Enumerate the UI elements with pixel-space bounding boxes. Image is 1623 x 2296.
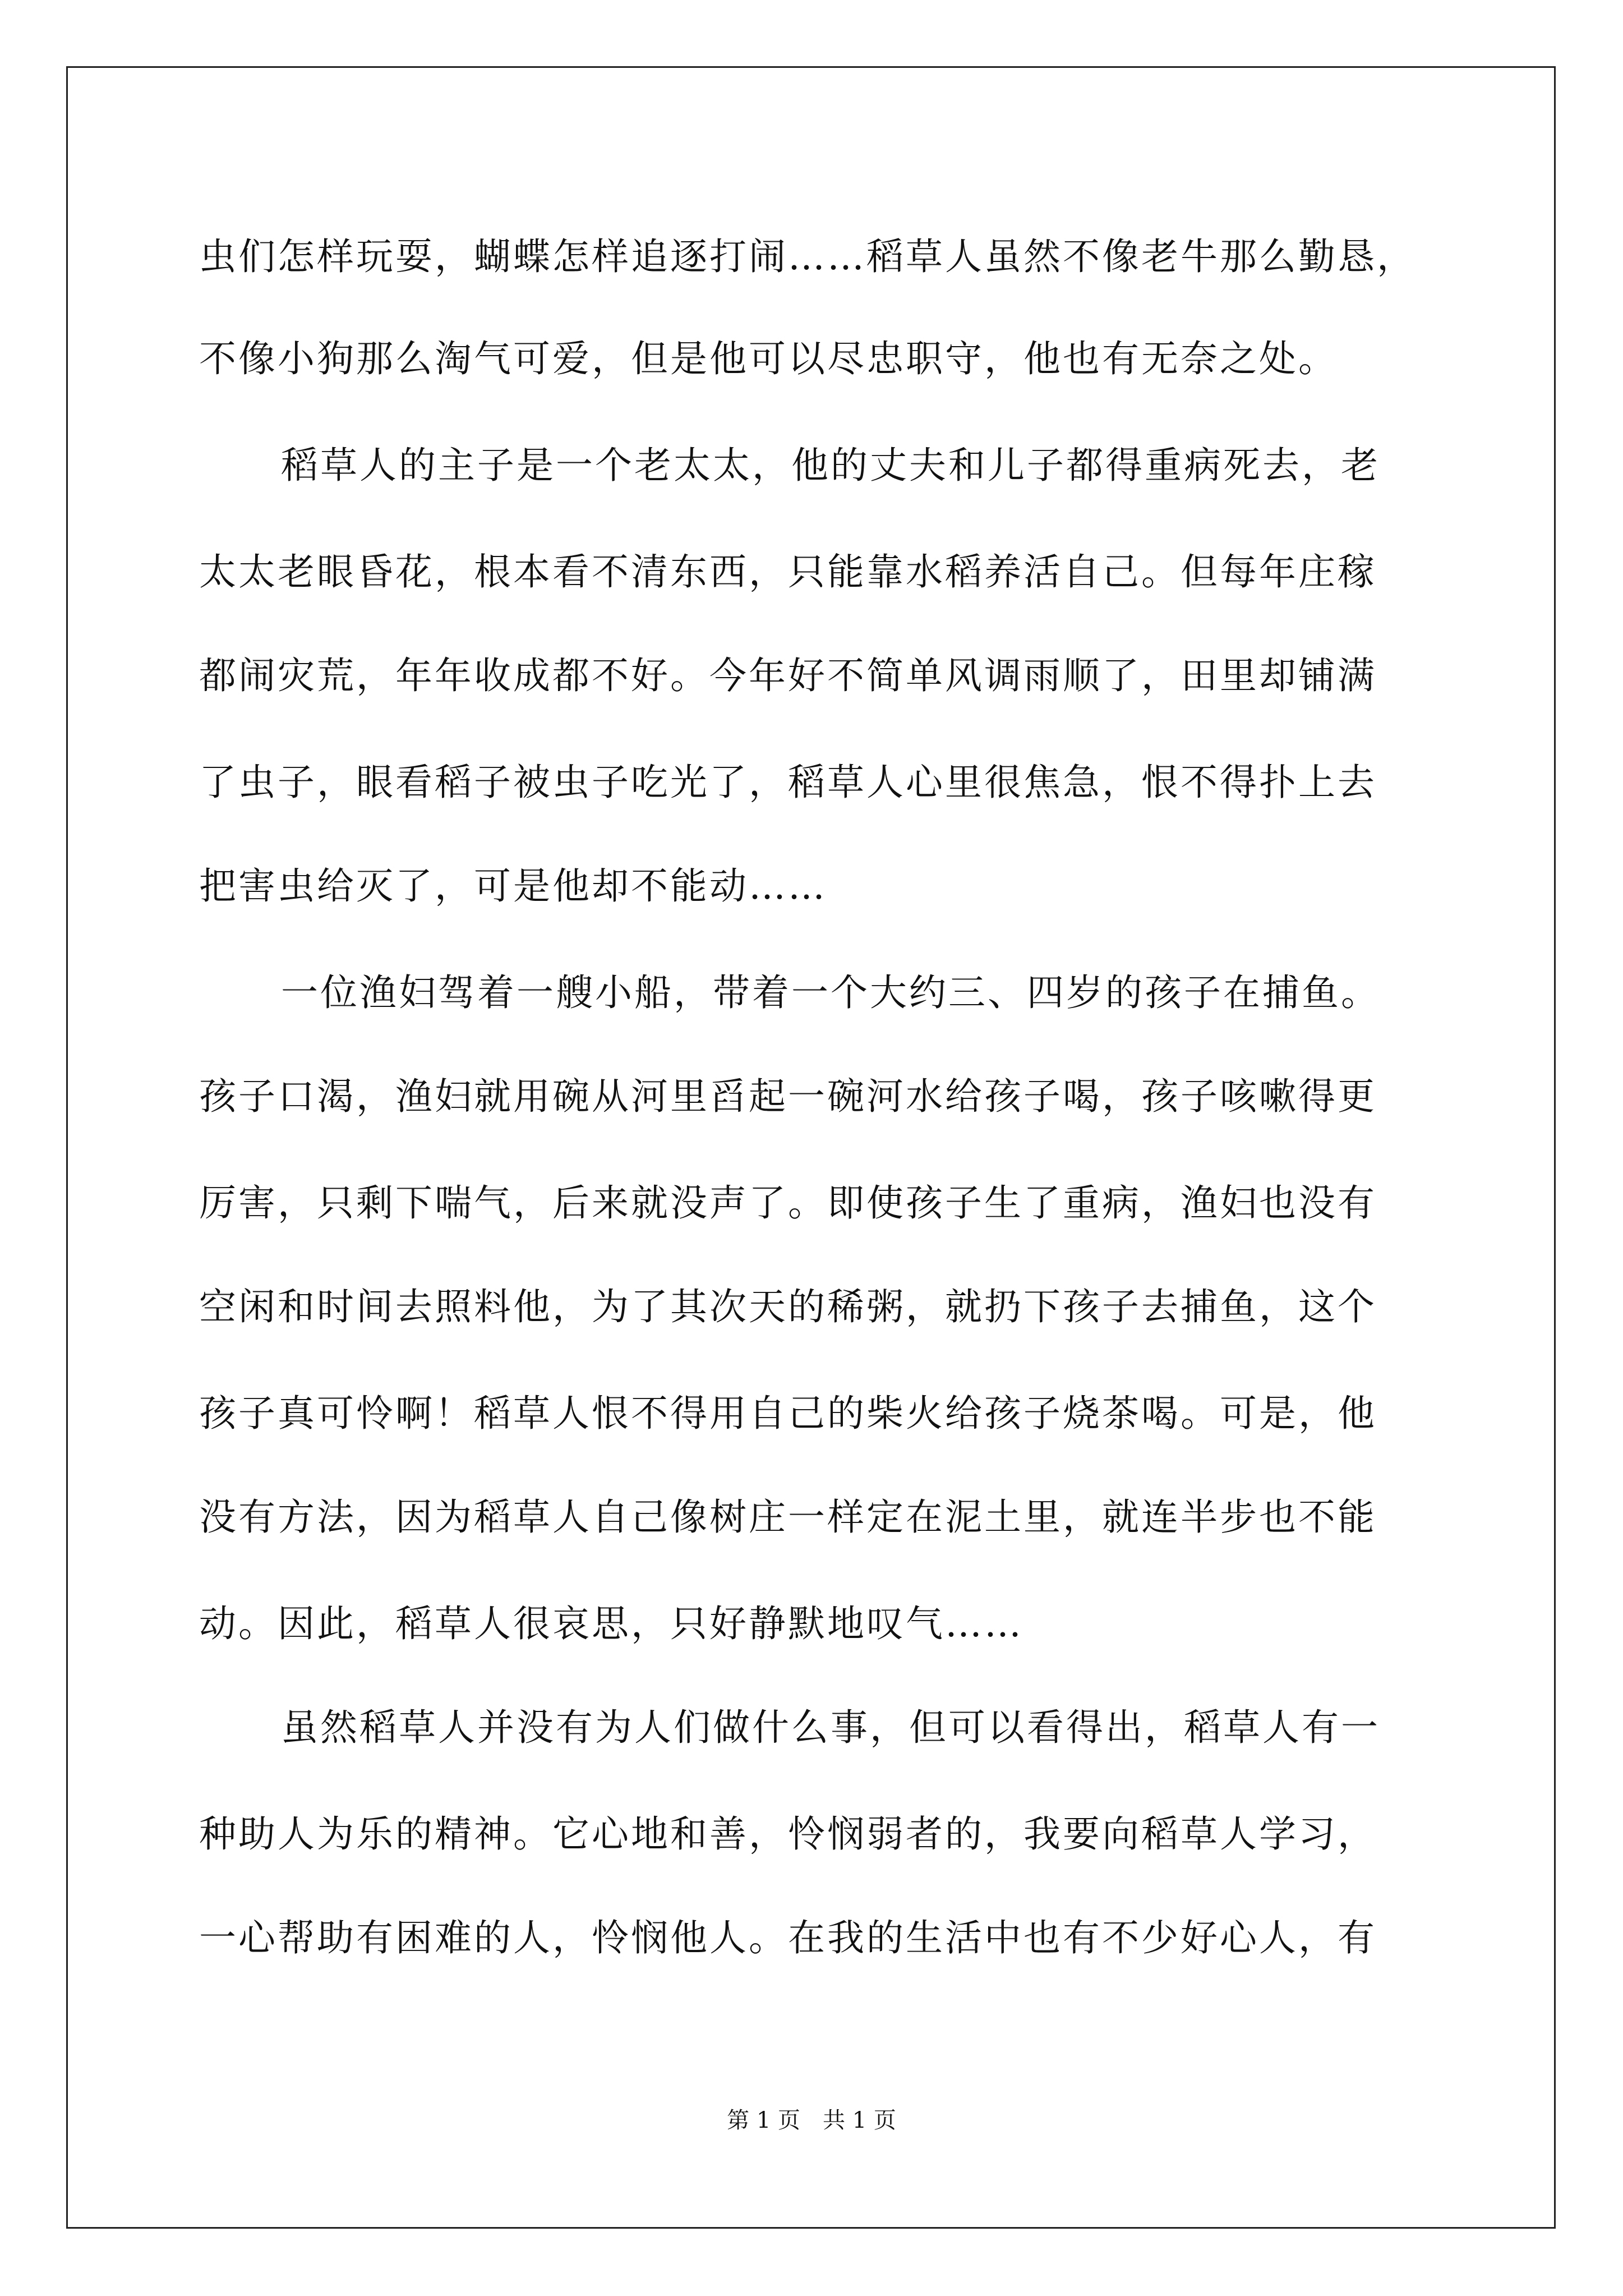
text-line: 都闹灾荒，年年收成都不好。今年好不简单风调雨顺了，田里却铺满	[199, 654, 1377, 697]
text-line: 不像小狗那么淘气可爱，但是他可以尽忠职守，他也有无奈之处。	[199, 337, 1338, 380]
paragraph-start-line: 稻草人的主子是一个老太太，他的丈夫和儿子都得重病死去，老	[281, 444, 1380, 487]
text-line: 没有方法，因为稻草人自己像树庄一样定在泥土里，就连半步也不能	[199, 1496, 1377, 1539]
paragraph-start-line: 一位渔妇驾着一艘小船，带着一个大约三、四岁的孩子在捕鱼。	[281, 971, 1380, 1014]
text-line: 孩子真可怜啊！稻草人恨不得用自己的柴火给孩子烧茶喝。可是，他	[199, 1392, 1377, 1435]
text-line: 动。因此，稻草人很哀思，只好静默地叹气……	[199, 1602, 1023, 1645]
text-line: 太太老眼昏花，根本看不清东西，只能靠水稻养活自己。但每年庄稼	[199, 550, 1377, 593]
text-line: 厉害，只剩下喘气，后来就没声了。即使孩子生了重病，渔妇也没有	[199, 1181, 1377, 1225]
page-number-footer: 第 1 页 共 1 页	[727, 2108, 896, 2133]
text-line: 虫们怎样玩耍，蝴蝶怎样追逐打闹……稻草人虽然不像老牛那么勤恳，	[199, 235, 1416, 278]
page-border	[66, 66, 1556, 2229]
text-line: 孩子口渴，渔妇就用碗从河里舀起一碗河水给孩子喝，孩子咳嗽得更	[199, 1075, 1377, 1118]
text-line: 了虫子，眼看稻子被虫子吃光了，稻草人心里很焦急，恨不得扑上去	[199, 761, 1377, 804]
text-line: 一心帮助有困难的人，怜悯他人。在我的生活中也有不少好心人，有	[199, 1916, 1377, 1959]
paragraph-start-line: 虽然稻草人并没有为人们做什么事，但可以看得出，稻草人有一	[281, 1706, 1380, 1749]
text-line: 空闲和时间去照料他，为了其次天的稀粥，就扔下孩子去捕鱼，这个	[199, 1285, 1377, 1328]
text-line: 把害虫给灭了，可是他却不能动……	[199, 864, 827, 908]
text-line: 种助人为乐的精神。它心地和善，怜悯弱者的，我要向稻草人学习，	[199, 1812, 1377, 1856]
